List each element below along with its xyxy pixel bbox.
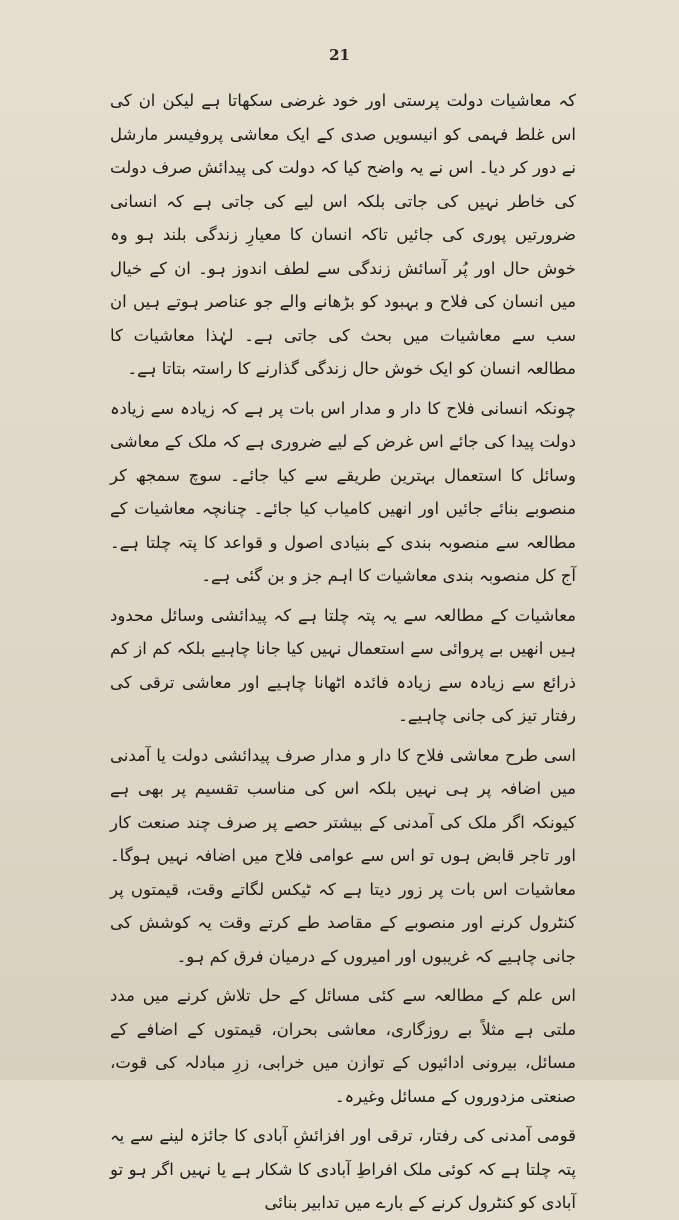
paragraph-problems: اس علم کے مطالعہ سے کئی مسائل کے حل تلاش کرنے میں مدد ملتی ہے مثلاً بے روزگاری، معاشی بحران، قیمتوں کے اضافے کے مسائل، بیرونی ادائیوں کے توازن میں خرابی، زرِ مبادلہ کی قوت، صنعتی مزدوروں کے مسائل وغیرہ۔ (110, 986, 576, 1106)
paragraph-distribution: اسی طرح معاشی فلاح کا دار و مدار صرف پیدائشی دولت یا آمدنی میں اضافہ پر ہی نہیں بلکہ اس کی مناسب تقسیم پر بھی ہے کیونکہ اگر ملک کی آمدنی کے بیشتر حصے پر صرف چند صنعت کار اور تاجر قابض ہوں تو اس سے عوامی فلاح میں اضافہ نہیں ہوگا۔ معاشیات اس بات پر زور دیتا ہے کہ ٹیکس لگاتے وقت، قیمتوں پر کنٹرول کرنے اور منصوبے کے مقاصد طے کرتے وقت یہ کوشش کی جانی چاہیے کہ غریبوں اور امیروں کے درمیان فرق کم ہو۔ (110, 745, 576, 966)
paragraph-planning: چونکہ انسانی فلاح کا دار و مدار اس بات پر ہے کہ زیادہ سے زیادہ دولت پیدا کی جائے اس غرض کے لیے ضروری ہے کہ ملک کے معاشی وسائل کا استعمال بہترین طریقے سے کیا جائے۔ سوچ سمجھ کر منصوبے بنائے جائیں اور انھیں کامیاب کیا جائے۔ چنانچہ معاشیات کے مطالعہ سے منصوبہ بندی کے بنیادی اصول و قواعد کا پتہ چلتا ہے۔ آج کل منصوبہ بندی معاشیات کا اہم جز و بن گئی ہے۔ (110, 398, 576, 585)
paragraph-limited-resources: معاشیات کے مطالعہ سے یہ پتہ چلتا ہے کہ پیدائشی وسائل محدود ہیں انھیں بے پروائی سے استعمال نہیں کیا جانا چاہیے بلکہ کم از کم ذرائع سے زیادہ سے زیادہ فائدہ اٹھانا چاہیے اور معاشی ترقی کی رفتار تیز کی جانی چاہیے۔ (110, 605, 576, 725)
paragraph-national-income: قومی آمدنی کی رفتار، ترقی اور افزائشِ آبادی کا جائزہ لینے سے یہ پتہ چلتا ہے کہ کوئی ملک افراطِ آبادی کا شکار ہے یا نہیں اگر ہو تو آبادی کو کنٹرول کرنے کے بارے میں تدابیر بنائی (110, 1126, 576, 1212)
paragraph-wealth-misconception: کہ معاشیات دولت پرستی اور خود غرضی سکھاتا ہے لیکن ان کی اس غلط فہمی کو انیسویں صدی کے ایک معاشی پروفیسر مارشل نے دور کر دیا۔ اس نے یہ واضح کیا کہ دولت کی پیدائش صرف دولت کی خاطر نہیں کی جاتی بلکہ اس لیے کی جاتی ہے کہ انسانی ضرورتیں پوری کی جائیں تاکہ انسان کا معیارِ زندگی بلند ہو وہ خوش حال اور پُر آسائش زندگی سے لطف اندوز ہو۔ ان کے خیال میں انسان کی فلاح و بہبود کو بڑھانے والے جو عناصر ہوتے ہیں ان سب سے معاشیات میں بحث کی جاتی ہے۔ لہٰذا معاشیات کا مطالعہ انسان کو ایک خوش حال زندگی گذارنے کا راستہ بتاتا ہے۔ (110, 91, 576, 378)
page-body-text (110, 84, 576, 1220)
page-number: 21 (329, 46, 350, 64)
